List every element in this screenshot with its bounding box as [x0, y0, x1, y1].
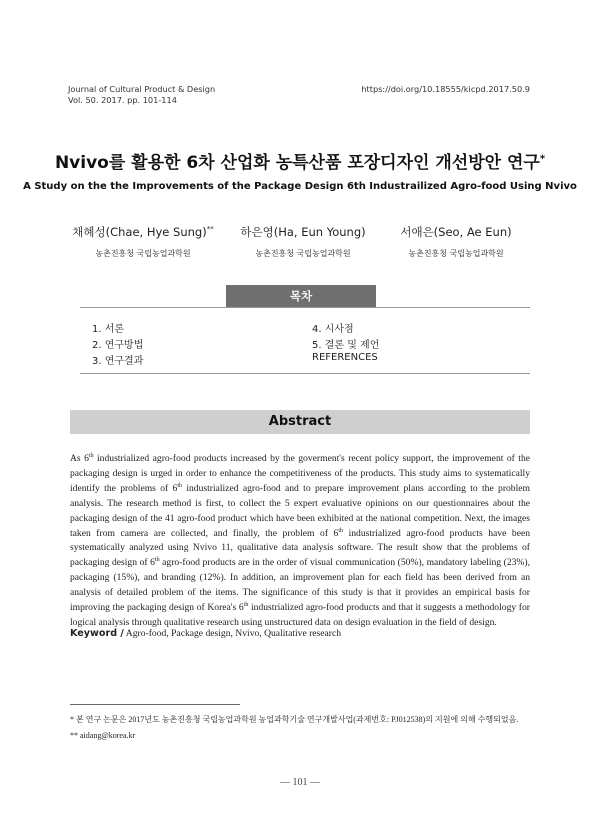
author-affiliation: 농촌진흥청 국립농업과학원 — [408, 249, 504, 258]
keyword-label: Keyword / — [70, 628, 124, 639]
keywords — [70, 628, 530, 639]
author-2 — [218, 224, 388, 259]
toc-item[interactable]: 1. 서론 — [92, 324, 125, 335]
author-affiliation: 농촌진흥청 국립농업과학원 — [95, 249, 191, 258]
toc-item[interactable]: REFERENCES — [312, 352, 378, 363]
abstract-heading: Abstract — [70, 410, 530, 434]
toc-item[interactable]: 4. 시사점 — [312, 324, 354, 335]
title-footnote-mark: * — [539, 153, 546, 165]
author-name: 서애은(Seo, Ae Eun) — [400, 225, 512, 239]
abstract-body: As 6th industrialized agro-food products increased by the goverment's recent policy support, the improvement of the packaging design is urged in order to enhance the competitiveness of the products. This study aims to systematically identify the problems of 6th industrialized agro-food and to prepare improvement plans according to the problem analysis. The research method is first, to collect the 5 expert evaluative opinions on our questionnaires about the packaging design of the 41 agro-food product which have been exhibited at the national competition. Next, the images taken from camera are collected, and finally, the problem of 6th industrialized agro-food products have been systematically analyzed using Nvivo 11, qualitative data analysis software. The result show that the problems of packaging design of 6th agro-food products are in the order of visual communication (50%), mandatory labeling (23%), packaging (15%), and branding (12%). In addition, an improvement plan for each field has been derived from an analysis of detailed problem of the items. The significance of this study is that it provides an empirical basis for improving the packaging design of Korea's 6th industrialized agro-food products and that it suggests a methodology for logical analysis through qualitative research using unstructured data on design evaluation in the field of design. — [70, 452, 531, 628]
toc-bottom-rule — [80, 373, 530, 374]
doi-link[interactable]: https://doi.org/10.18555/kicpd.2017.50.9 — [361, 84, 530, 94]
toc-item[interactable]: 2. 연구방법 — [92, 340, 144, 351]
footnote-rule — [70, 704, 240, 705]
journal-name: Journal of Cultural Product & Design — [68, 84, 216, 94]
journal-header — [68, 84, 215, 106]
author-affiliation: 농촌진흥청 국립농업과학원 — [255, 249, 351, 258]
footnote-funding: * 본 연구 논문은 2017년도 농촌진흥청 국립농업과학원 농업과학기술 연구개발사업(과제번호: PJ012538)의 지원에 의해 수행되었음. — [70, 715, 519, 724]
author-name: 채혜성(Chae, Hye Sung)** — [72, 225, 214, 239]
footnote-email[interactable]: ** aidang@korea.kr — [70, 731, 136, 740]
toc-top-rule — [80, 307, 530, 308]
toc-item[interactable]: 3. 연구결과 — [92, 356, 144, 367]
author-name: 하은영(Ha, Eun Young) — [240, 225, 366, 239]
author-1 — [58, 224, 228, 259]
keyword-list: Agro-food, Package design, Nvivo, Qualitative research — [123, 628, 342, 639]
title-english: A Study on the the Improvements of the Package Design 6th Industrailized Agro-food Using Nvivo — [23, 181, 577, 192]
author-3 — [371, 224, 541, 259]
page-number: — 101 — — [280, 777, 320, 788]
title-korean-text: Nvivo를 활용한 6차 산업화 농특산품 포장디자인 개선방안 연구 — [54, 153, 540, 173]
toc-item[interactable]: 5. 결론 및 제언 — [312, 340, 380, 351]
journal-volume: Vol. 50. 2017. pp. 101-114 — [68, 95, 177, 105]
title-korean — [0, 148, 600, 173]
toc-heading: 목차 — [226, 285, 376, 307]
